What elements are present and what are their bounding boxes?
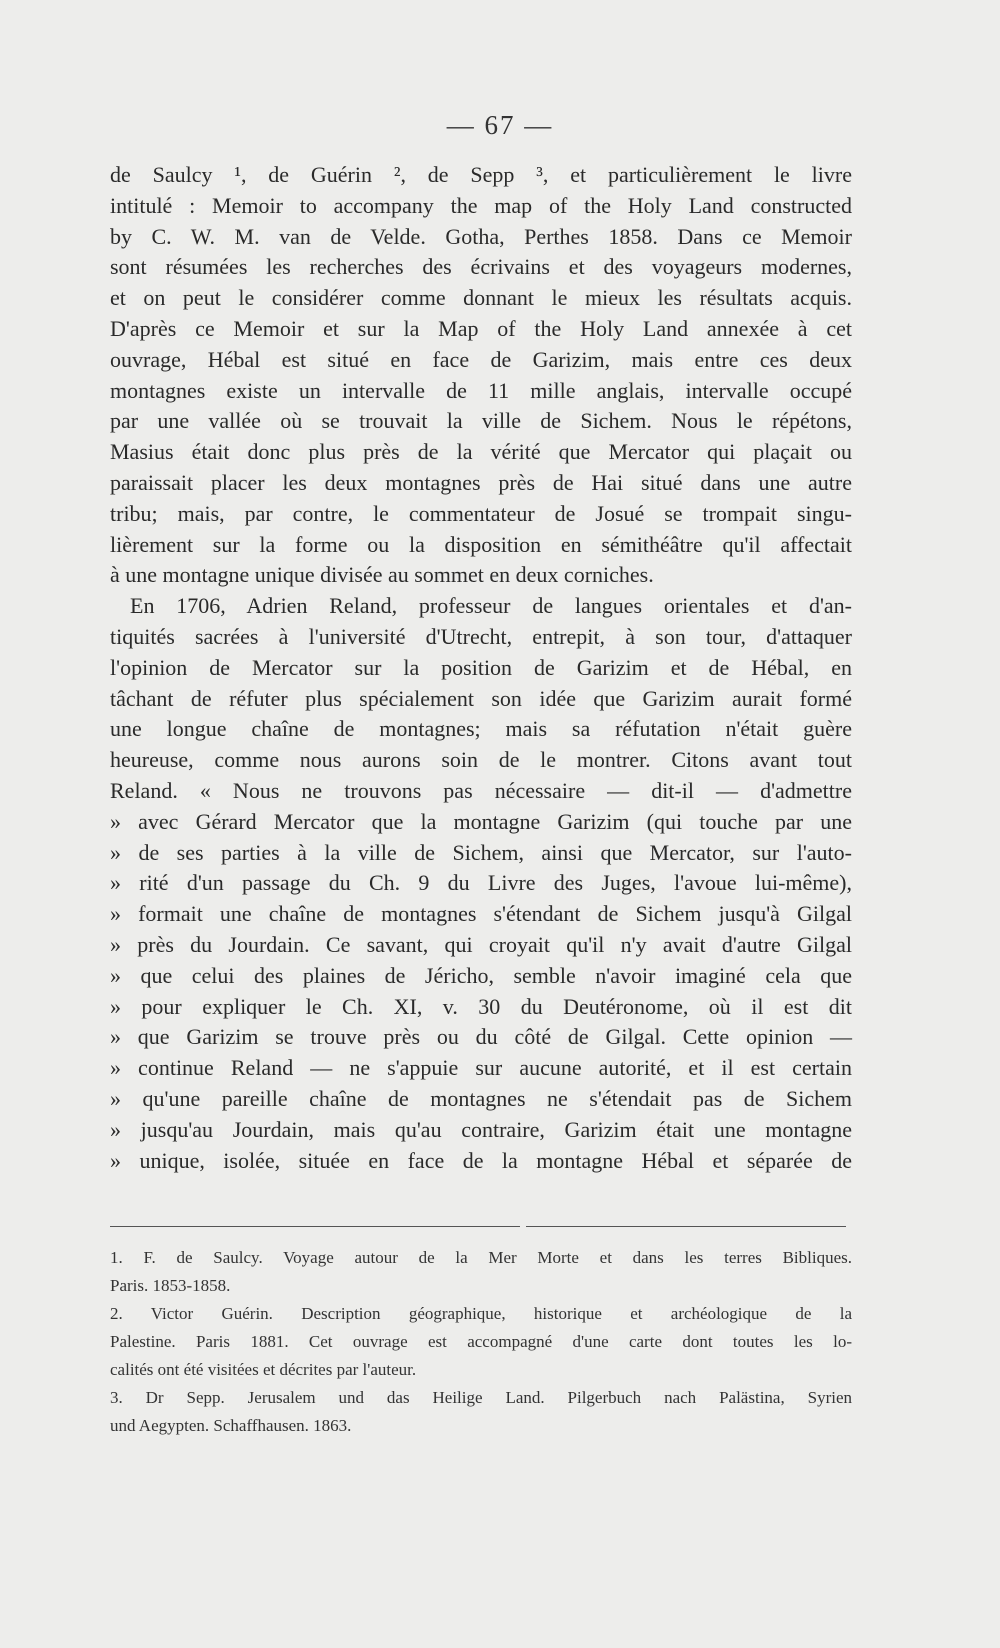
body-line: » que Garizim se trouve près ou du côté de Gilgal. Cette opinion —: [110, 1024, 852, 1050]
body-line: Reland. « Nous ne trouvons pas nécessaire — dit-il — d'admettre: [110, 777, 852, 803]
body-line: tribu; mais, par contre, le commentateur de Josué se trompait singu-: [110, 500, 852, 526]
body-line: une longue chaîne de montagnes; mais sa réfutation n'était guère: [110, 716, 852, 742]
body-line: par une vallée où se trouvait la ville de Sichem. Nous le répétons,: [110, 408, 852, 434]
body-line: » unique, isolée, située en face de la montagne Hébal et séparée de: [110, 1147, 852, 1173]
body-line: montagnes existe un intervalle de 11 mille anglais, intervalle occupé: [110, 377, 852, 403]
body-line: lièrement sur la forme ou la disposition en sémithéâtre qu'il affectait: [110, 531, 852, 557]
body-line: » près du Jourdain. Ce savant, qui croyait qu'il n'y avait d'autre Gilgal: [110, 931, 852, 957]
body-line: et on peut le considérer comme donnant le mieux les résultats acquis.: [110, 285, 852, 311]
body-line: » de ses parties à la ville de Sichem, ainsi que Mercator, sur l'auto-: [110, 839, 852, 865]
footnotes: [110, 1244, 852, 1440]
body-line: En 1706, Adrien Reland, professeur de langues orientales et d'an-: [130, 593, 852, 619]
page-number: — 67 —: [446, 110, 554, 140]
body-line: D'après ce Memoir et sur la Map of the Holy Land annexée à cet: [110, 315, 852, 341]
body-line: » continue Reland — ne s'appuie sur aucune autorité, et il est certain: [110, 1055, 852, 1081]
body-line: sont résumées les recherches des écrivains et des voyageurs modernes,: [110, 254, 852, 280]
body-line: intitulé : Memoir to accompany the map of the Holy Land constructed: [110, 192, 852, 218]
body-line: à une montagne unique divisée au sommet en deux corniches.: [110, 562, 654, 588]
body-line: heureuse, comme nous aurons soin de le montrer. Citons avant tout: [110, 747, 852, 773]
body-line: » que celui des plaines de Jéricho, semble n'avoir imaginé cela que: [110, 962, 852, 988]
body-line: l'opinion de Mercator sur la position de Garizim et de Hébal, en: [110, 654, 852, 680]
body-line: » pour expliquer le Ch. XI, v. 30 du Deutéronome, où il est dit: [110, 993, 852, 1019]
footnote-line: 2. Victor Guérin. Description géographique, historique et archéologique de la: [110, 1304, 852, 1323]
footnote-line: 3. Dr Sepp. Jerusalem und das Heilige Land. Pilgerbuch nach Palästina, Syrien: [110, 1388, 852, 1407]
body-line: de Saulcy ¹, de Guérin ², de Sepp ³, et particulièrement le livre: [110, 162, 852, 187]
footnote-line: Paris. 1853-1858.: [110, 1276, 231, 1295]
body-line: Masius était donc plus près de la vérité que Mercator qui plaçait ou: [110, 439, 852, 465]
body-text: [110, 160, 852, 1176]
footnote-rule: [526, 1226, 846, 1227]
body-line: » rité d'un passage du Ch. 9 du Livre des Juges, l'avoue lui-même),: [110, 870, 852, 896]
body-line: tâchant de réfuter plus spécialement son idée que Garizim aurait formé: [110, 685, 852, 711]
footnote-rule: [110, 1226, 520, 1227]
body-line: ouvrage, Hébal est situé en face de Garizim, mais entre ces deux: [110, 346, 852, 372]
body-line: paraissait placer les deux montagnes près de Hai situé dans une autre: [110, 469, 852, 495]
body-line: » jusqu'au Jourdain, mais qu'au contraire, Garizim était une montagne: [110, 1116, 852, 1142]
footnote-line: und Aegypten. Schaffhausen. 1863.: [110, 1416, 352, 1435]
body-line: » formait une chaîne de montagnes s'étendant de Sichem jusqu'à Gilgal: [110, 901, 852, 927]
body-line: tiquités sacrées à l'université d'Utrecht, entrepit, à son tour, d'attaquer: [110, 623, 852, 649]
body-line: » avec Gérard Mercator que la montagne Garizim (qui touche par une: [110, 808, 852, 834]
body-line: » qu'une pareille chaîne de montagnes ne s'étendait pas de Sichem: [110, 1085, 852, 1111]
footnote-line: 1. F. de Saulcy. Voyage autour de la Mer Morte et dans les terres Bibliques.: [110, 1248, 852, 1267]
body-line: by C. W. M. van de Velde. Gotha, Perthes 1858. Dans ce Memoir: [110, 223, 852, 249]
footnote-line: calités ont été visitées et décrites par l'auteur.: [110, 1360, 417, 1379]
footnote-line: Palestine. Paris 1881. Cet ouvrage est accompagné d'une carte dont toutes les lo-: [110, 1332, 852, 1351]
